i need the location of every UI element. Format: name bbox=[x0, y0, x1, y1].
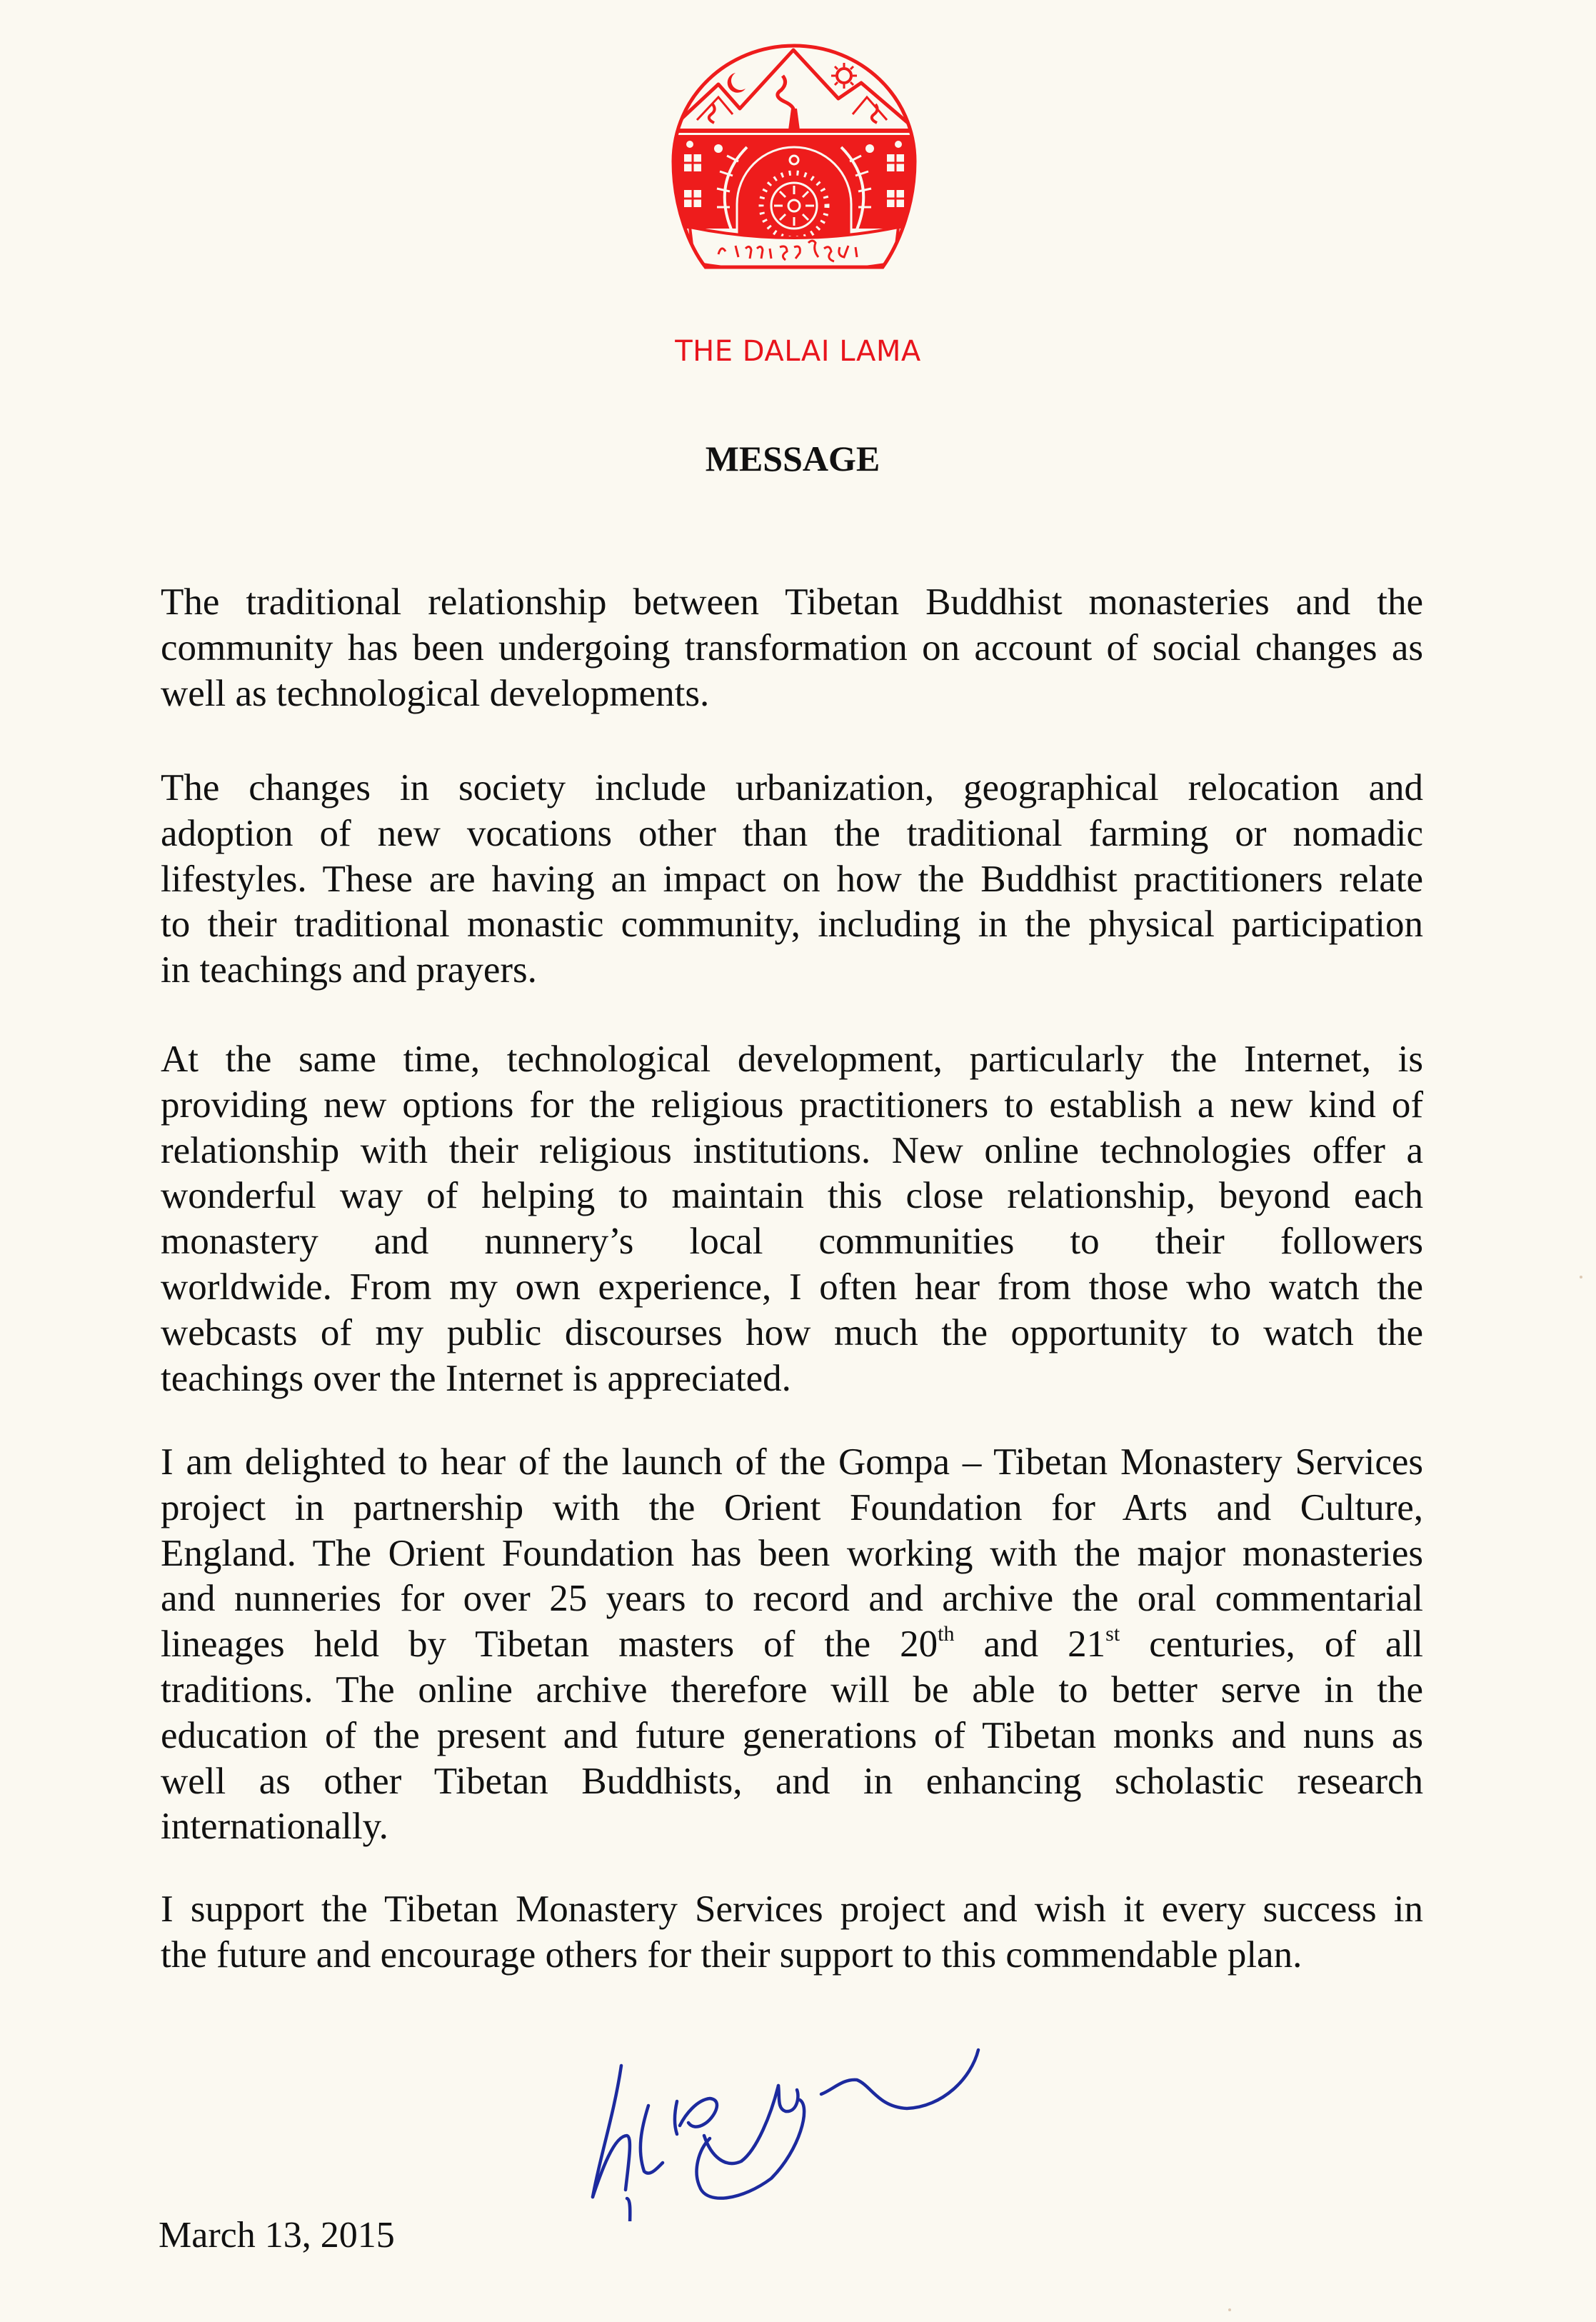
text-line: teachings over the Internet is appreciated. bbox=[161, 1357, 791, 1399]
text-line: adoption of new vocations other than the traditional farming or nomadic bbox=[161, 812, 1423, 854]
text-line: to their traditional monastic community, including in the physical participation bbox=[161, 904, 1423, 946]
text-line: wonderful way of helping to maintain this close relationship, beyond each bbox=[161, 1175, 1423, 1217]
text-line: community has been undergoing transformation on account of social changes as bbox=[161, 626, 1423, 669]
text-line: the future and encourage others for their support to this commendable plan. bbox=[161, 1933, 1303, 1976]
text-line: The traditional relationship between Tibetan Buddhist monasteries and the bbox=[161, 581, 1423, 623]
text-line: relationship with their religious institutions. New online technologies offer a bbox=[161, 1129, 1423, 1171]
text-line: worldwide. From my own experience, I often hear from those who watch the bbox=[161, 1266, 1423, 1308]
paragraph-2 bbox=[161, 766, 1423, 994]
seal-emblem-icon bbox=[668, 40, 920, 277]
text-line: internationally. bbox=[161, 1806, 388, 1848]
text-line: England. The Orient Foundation has been working with the major monasteries bbox=[161, 1532, 1423, 1574]
text-line: well as technological developments. bbox=[161, 672, 710, 714]
text-line: I support the Tibetan Monastery Services project and wish it every success in bbox=[161, 1888, 1423, 1930]
letterhead-seal bbox=[668, 40, 920, 277]
text-line: traditions. The online archive therefore will be able to better serve in the bbox=[161, 1668, 1423, 1711]
paragraph-3 bbox=[161, 1037, 1423, 1401]
line-segment: centuries, of all bbox=[1120, 1623, 1423, 1666]
text-line: monastery and nunnery’s local communities to their followers bbox=[161, 1221, 1423, 1263]
text-line: well as other Tibetan Buddhists, and in enhancing scholastic research bbox=[161, 1760, 1423, 1802]
paper-speck bbox=[1228, 2308, 1231, 2311]
paragraph-4 bbox=[161, 1440, 1423, 1850]
line-segment: and 21 bbox=[954, 1623, 1106, 1666]
text-line: in teachings and prayers. bbox=[161, 949, 537, 991]
text-line: webcasts of my public discourses how much the opportunity to watch the bbox=[161, 1311, 1423, 1353]
signature-mark-icon bbox=[557, 2028, 1071, 2221]
paragraph-5 bbox=[161, 1887, 1423, 1978]
text-line: and nunneries for over 25 years to record and archive the oral commentarial bbox=[161, 1578, 1423, 1620]
line-segment: lineages held by Tibetan masters of the 20 bbox=[161, 1623, 938, 1666]
text-line: lifestyles. These are having an impact on how the Buddhist practitioners relate bbox=[161, 858, 1423, 900]
text-line: I am delighted to hear of the launch of the Gompa – Tibetan Monastery Services bbox=[161, 1441, 1423, 1483]
letterhead-office-title: THE DALAI LAMA bbox=[675, 335, 921, 368]
text-line: education of the present and future generations of Tibetan monks and nuns as bbox=[161, 1714, 1423, 1756]
ordinal-suffix: st bbox=[1105, 1622, 1120, 1646]
document-heading: MESSAGE bbox=[705, 439, 880, 479]
paper-speck bbox=[1580, 1276, 1582, 1278]
text-line: project in partnership with the Orient Foundation for Arts and Culture, bbox=[161, 1486, 1423, 1528]
paragraph-1 bbox=[161, 580, 1423, 716]
text-line-with-superscripts bbox=[161, 1622, 1423, 1668]
signature bbox=[557, 2028, 1071, 2221]
ordinal-suffix: th bbox=[938, 1622, 955, 1646]
text-line: At the same time, technological development, particularly the Internet, is bbox=[161, 1039, 1423, 1080]
letter-date: March 13, 2015 bbox=[159, 2215, 395, 2256]
text-line: The changes in society include urbanization, geographical relocation and bbox=[161, 767, 1423, 809]
text-line: providing new options for the religious practitioners to establish a new kind of bbox=[161, 1084, 1423, 1126]
